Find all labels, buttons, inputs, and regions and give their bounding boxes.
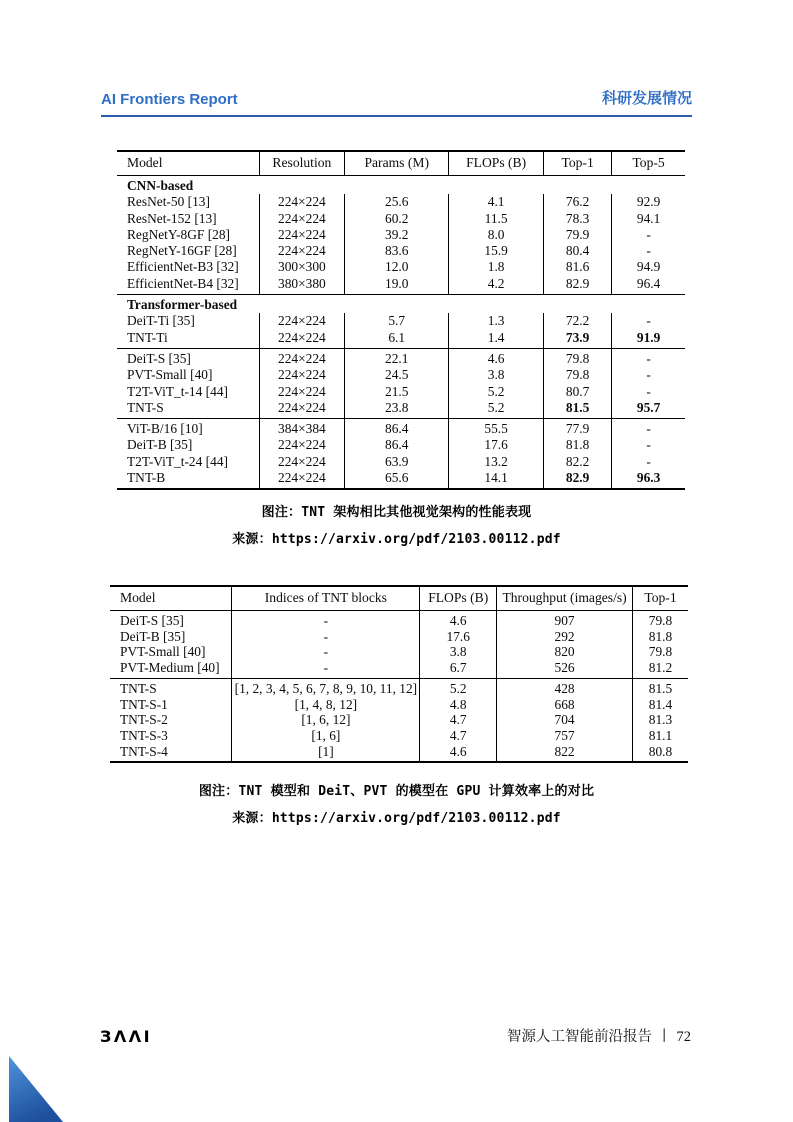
value-cell: 80.7 [544, 384, 612, 400]
value-cell: 79.8 [632, 644, 688, 660]
value-cell: 224×224 [259, 470, 345, 489]
value-cell: 95.7 [612, 400, 685, 419]
source-line-1 [0, 528, 793, 547]
value-cell: 81.4 [632, 697, 688, 713]
value-cell: 224×224 [259, 367, 345, 383]
table-row [110, 728, 688, 744]
value-cell: - [612, 384, 685, 400]
model-cell: PVT-Small [40] [120, 644, 206, 660]
model-cell: T2T-ViT_t-14 [44] [127, 383, 228, 399]
source-line-2 [0, 807, 793, 826]
value-cell: - [232, 660, 420, 678]
table-row [110, 678, 688, 696]
value-cell: 428 [497, 678, 633, 696]
value-cell: - [612, 227, 685, 243]
value-cell: 25.6 [345, 194, 449, 210]
value-cell: 96.4 [612, 276, 685, 295]
table-row [117, 211, 685, 227]
gpu-efficiency-table [110, 585, 688, 763]
table-row [117, 367, 685, 383]
value-cell: 17.6 [420, 629, 497, 645]
value-cell: - [612, 367, 685, 383]
value-cell: 5.2 [420, 678, 497, 696]
value-cell: 4.6 [420, 744, 497, 763]
value-cell: 94.9 [612, 259, 685, 275]
value-cell: 668 [497, 697, 633, 713]
value-cell: 15.9 [449, 243, 544, 259]
corner-triangle-decoration [9, 1056, 63, 1122]
value-cell: - [232, 629, 420, 645]
value-cell: 94.1 [612, 211, 685, 227]
value-cell: 6.1 [345, 330, 449, 349]
value-cell: 79.8 [632, 611, 688, 629]
model-cell: DeiT-B [35] [120, 628, 186, 644]
column-header: FLOPs (B) [420, 586, 497, 611]
value-cell: 4.6 [420, 611, 497, 629]
value-cell: 224×224 [259, 243, 345, 259]
value-cell: 91.9 [612, 330, 685, 349]
value-cell: 5.7 [345, 313, 449, 329]
value-cell: 4.2 [449, 276, 544, 295]
footer-report-title: 智源人工智能前沿报告 [507, 1029, 652, 1045]
model-cell: DeiT-S [35] [120, 613, 184, 628]
value-cell: 907 [497, 611, 633, 629]
model-cell: ResNet-152 [13] [127, 210, 217, 226]
value-cell: 73.9 [544, 330, 612, 349]
value-cell: 63.9 [345, 454, 449, 470]
source-url-2[interactable]: https://arxiv.org/pdf/2103.00112.pdf [271, 811, 561, 826]
column-header: Top-1 [632, 586, 688, 611]
value-cell: [1, 4, 8, 12] [232, 697, 420, 713]
value-cell: 22.1 [345, 348, 449, 367]
table-row [117, 330, 685, 349]
value-cell: - [612, 243, 685, 259]
model-cell: RegNetY-8GF [28] [127, 226, 231, 242]
column-header: Model [110, 586, 232, 611]
section-header-row [117, 295, 685, 314]
model-cell: DeiT-B [35] [127, 437, 193, 453]
value-cell: 300×300 [259, 259, 345, 275]
page-footer-text [507, 1025, 691, 1046]
value-cell: 5.2 [449, 384, 544, 400]
table-row [117, 437, 685, 453]
model-cell: TNT-S [120, 680, 157, 696]
value-cell: 77.9 [544, 419, 612, 438]
column-header: Resolution [259, 151, 345, 176]
value-cell: 224×224 [259, 194, 345, 210]
value-cell: 224×224 [259, 384, 345, 400]
value-cell: 81.1 [632, 728, 688, 744]
value-cell: [1, 2, 3, 4, 5, 6, 7, 8, 9, 10, 11, 12] [232, 678, 420, 696]
value-cell: 224×224 [259, 330, 345, 349]
model-cell: PVT-Small [40] [127, 367, 213, 383]
value-cell: 1.8 [449, 259, 544, 275]
value-cell: 224×224 [259, 454, 345, 470]
value-cell: 4.8 [420, 697, 497, 713]
value-cell: 96.3 [612, 470, 685, 489]
model-cell: TNT-S-4 [120, 743, 168, 759]
source-url-1[interactable]: https://arxiv.org/pdf/2103.00112.pdf [271, 532, 561, 547]
footer-page-number: 72 [676, 1029, 691, 1045]
value-cell: - [232, 611, 420, 629]
value-cell: 23.8 [345, 400, 449, 419]
model-cell: TNT-S-1 [120, 696, 168, 712]
value-cell: 526 [497, 660, 633, 678]
value-cell: 13.2 [449, 454, 544, 470]
section-label: CNN-based [127, 178, 194, 193]
value-cell: 81.5 [632, 678, 688, 696]
model-cell: DeiT-Ti [35] [127, 313, 195, 329]
value-cell: 4.7 [420, 728, 497, 744]
table-row [117, 227, 685, 243]
value-cell: 81.8 [632, 629, 688, 645]
model-cell: DeiT-S [35] [127, 350, 191, 366]
figure-caption-1-text: 图注：TNT 架构相比其他视觉架构的性能表现 [261, 505, 532, 520]
architecture-performance-table [117, 150, 685, 490]
value-cell: - [612, 454, 685, 470]
value-cell: 76.2 [544, 194, 612, 210]
value-cell: [1, 6, 12] [232, 712, 420, 728]
value-cell: 292 [497, 629, 633, 645]
model-cell: RegNetY-16GF [28] [127, 243, 237, 259]
value-cell: 1.3 [449, 313, 544, 329]
header-left-title: AI Frontiers Report [101, 91, 238, 108]
value-cell: 86.4 [345, 437, 449, 453]
table-row [117, 384, 685, 400]
figure-caption-2 [0, 780, 793, 799]
column-header: Top-5 [612, 151, 685, 176]
table-row [117, 419, 685, 438]
value-cell: [1, 6] [232, 728, 420, 744]
model-cell: TNT-S-2 [120, 712, 168, 728]
baai-logo: ЗΛΛΙ [100, 1027, 153, 1046]
table-row [110, 697, 688, 713]
value-cell: 65.6 [345, 470, 449, 489]
header-right-title: 科研发展情况 [601, 90, 692, 107]
page-header [101, 87, 692, 117]
value-cell: 81.3 [632, 712, 688, 728]
value-cell: - [232, 644, 420, 660]
value-cell: 86.4 [345, 419, 449, 438]
value-cell: 224×224 [259, 400, 345, 419]
source-label-1: 来源： [232, 532, 272, 547]
value-cell: 82.9 [544, 276, 612, 295]
value-cell: 82.2 [544, 454, 612, 470]
value-cell: 21.5 [345, 384, 449, 400]
table-row [110, 611, 688, 629]
value-cell: 79.8 [544, 367, 612, 383]
model-cell: EfficientNet-B4 [32] [127, 275, 239, 291]
value-cell: 39.2 [345, 227, 449, 243]
table-row [117, 470, 685, 489]
value-cell: 17.6 [449, 437, 544, 453]
value-cell: - [612, 348, 685, 367]
table-row [110, 644, 688, 660]
table-row [110, 712, 688, 728]
value-cell: 81.8 [544, 437, 612, 453]
table-row [117, 400, 685, 419]
value-cell: 822 [497, 744, 633, 763]
model-cell: PVT-Medium [40] [120, 660, 220, 676]
model-cell: TNT-B [127, 470, 166, 486]
value-cell: 55.5 [449, 419, 544, 438]
value-cell: 60.2 [345, 211, 449, 227]
value-cell: 19.0 [345, 276, 449, 295]
model-cell: T2T-ViT_t-24 [44] [127, 453, 228, 469]
table-row [117, 243, 685, 259]
table-row [110, 660, 688, 678]
value-cell: 80.4 [544, 243, 612, 259]
value-cell: 79.8 [544, 348, 612, 367]
table-row [117, 194, 685, 210]
figure-caption-2-text: 图注：TNT 模型和 DeiT、PVT 的模型在 GPU 计算效率上的对比 [198, 784, 595, 799]
value-cell: 704 [497, 712, 633, 728]
value-cell: 820 [497, 644, 633, 660]
value-cell: 224×224 [259, 211, 345, 227]
source-label-2: 来源： [232, 811, 272, 826]
value-cell: - [612, 313, 685, 329]
value-cell: 92.9 [612, 194, 685, 210]
table-row [110, 744, 688, 763]
value-cell: 81.2 [632, 660, 688, 678]
value-cell: 3.8 [420, 644, 497, 660]
value-cell: 72.2 [544, 313, 612, 329]
table-header-row [117, 151, 685, 176]
value-cell: 4.1 [449, 194, 544, 210]
value-cell: 78.3 [544, 211, 612, 227]
column-header: Model [117, 151, 259, 176]
value-cell: 757 [497, 728, 633, 744]
column-header: Indices of TNT blocks [232, 586, 420, 611]
section-label: Transformer-based [127, 297, 238, 313]
value-cell: - [612, 437, 685, 453]
value-cell: 79.9 [544, 227, 612, 243]
table-row [117, 348, 685, 367]
table-row [117, 259, 685, 275]
value-cell: - [612, 419, 685, 438]
value-cell: 11.5 [449, 211, 544, 227]
column-header: FLOPs (B) [449, 151, 544, 176]
value-cell: 224×224 [259, 348, 345, 367]
model-cell: ViT-B/16 [10] [127, 421, 203, 437]
value-cell: 14.1 [449, 470, 544, 489]
value-cell: 8.0 [449, 227, 544, 243]
model-cell: ResNet-50 [13] [127, 194, 210, 210]
value-cell: 1.4 [449, 330, 544, 349]
value-cell: 5.2 [449, 400, 544, 419]
column-header: Throughput (images/s) [497, 586, 633, 611]
model-cell: TNT-Ti [127, 329, 168, 345]
model-cell: EfficientNet-B3 [32] [127, 259, 239, 275]
value-cell: 12.0 [345, 259, 449, 275]
value-cell: 81.6 [544, 259, 612, 275]
table-row [117, 276, 685, 295]
column-header: Top-1 [544, 151, 612, 176]
section-header-row [117, 176, 685, 195]
column-header: Params (M) [345, 151, 449, 176]
value-cell: 83.6 [345, 243, 449, 259]
value-cell: 24.5 [345, 367, 449, 383]
value-cell: 3.8 [449, 367, 544, 383]
model-cell: TNT-S [127, 399, 164, 415]
value-cell: 224×224 [259, 313, 345, 329]
value-cell: 224×224 [259, 437, 345, 453]
value-cell: 6.7 [420, 660, 497, 678]
value-cell: 4.7 [420, 712, 497, 728]
table-row [117, 454, 685, 470]
value-cell: 224×224 [259, 227, 345, 243]
table-row [117, 313, 685, 329]
value-cell: 80.8 [632, 744, 688, 763]
model-cell: TNT-S-3 [120, 727, 168, 743]
table-header-row [110, 586, 688, 611]
figure-caption-1 [0, 501, 793, 520]
value-cell: 380×380 [259, 276, 345, 295]
value-cell: 384×384 [259, 419, 345, 438]
value-cell: 82.9 [544, 470, 612, 489]
value-cell: [1] [232, 744, 420, 763]
footer-separator: 丨 [657, 1029, 672, 1045]
value-cell: 4.6 [449, 348, 544, 367]
table-row [110, 629, 688, 645]
value-cell: 81.5 [544, 400, 612, 419]
